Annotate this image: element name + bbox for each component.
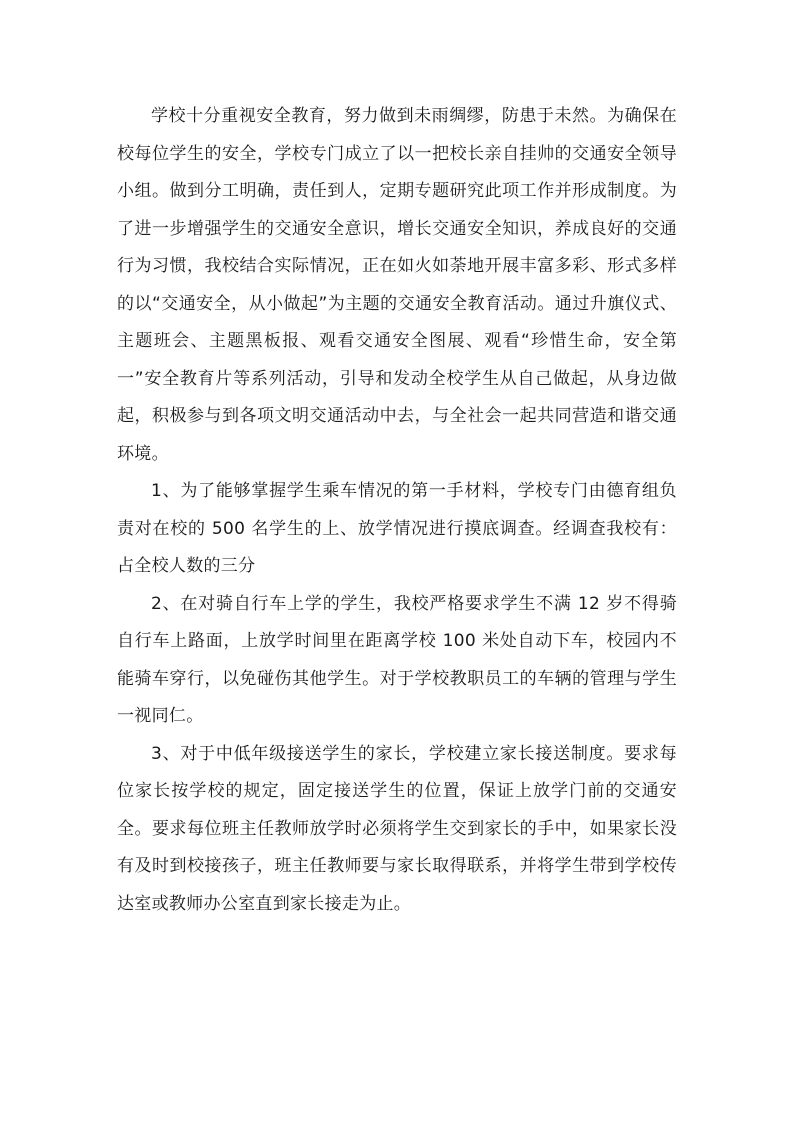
paragraph-intro: 学校十分重视安全教育，努力做到未雨绸缪，防患于未然。为确保在校每位学生的安全，学校专门成立了以一把校长亲自挂帅的交通安全领导小组。做到分工明确，责任到人，定期专题研究此项工作并形成制度。为了进一步增强学生的交通安全意识，增长交通安全知识，养成良好的交通行为习惯，我校结合实际情况，正在如火如荼地开展丰富多彩、形式多样的以“交通安全，从小做起”为主题的交通安全教育活动。通过升旗仪式、主题班会、主题黑板报、观看交通安全图展、观看“珍惜生命，安全第一”安全教育片等系列活动，引导和发动全校学生从自己做起，从身边做起，积极参与到各项文明交通活动中去，与全社会一起共同营造和谐交通环境。 — [117, 106, 677, 464]
paragraph-item-1: 1、为了能够掌握学生乘车情况的第一手材料，学校专门由德育组负责对在校的 500 名学生的上、放学情况进行摸底调查。经调查我校有：占全校人数的三分 — [117, 481, 677, 576]
document-body — [117, 98, 677, 923]
paragraph-item-2: 2、在对骑自行车上学的学生，我校严格要求学生不满 12 岁不得骑自行车上路面，上放学时间里在距离学校 100 米处自动下车，校园内不能骑车穿行，以免碰伤其他学生。对于学校教职员工的车辆的管理与学生一视同仁。 — [117, 593, 677, 726]
paragraph-item-3: 3、对于中低年级接送学生的家长，学校建立家长接送制度。要求每位家长按学校的规定，固定接送学生的位置，保证上放学门前的交通安全。要求每位班主任教师放学时必须将学生交到家长的手中，如果家长没有及时到校接孩子，班主任教师要与家长取得联系，并将学生带到学校传达室或教师办公室直到家长接走为止。 — [117, 743, 677, 914]
